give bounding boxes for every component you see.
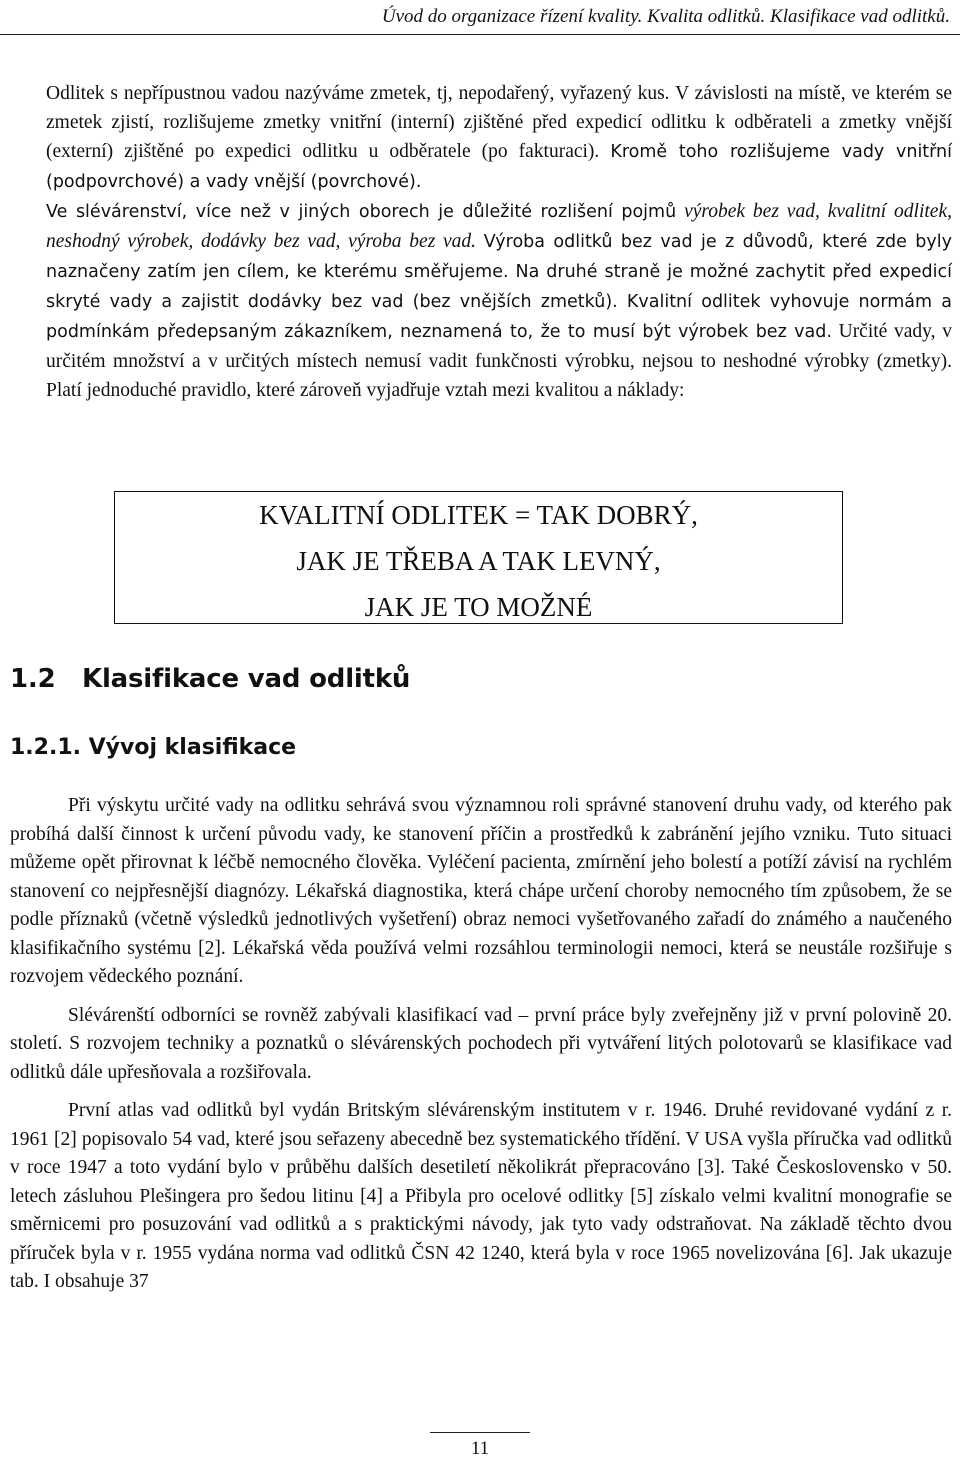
intro-p2-italic-terms: výrobek bez vad, kvalitní odlitek, neshodný výrobek, dodávky bez vad, výroba bez vad. [46, 201, 952, 252]
section-heading: 1.2 Klasifikace vad odlitků [10, 664, 411, 694]
running-title: Úvod do organizace řízení kvality. Kvalita odlitků. Klasifikace vad odlitků. [381, 6, 950, 27]
footer-rule [430, 1432, 530, 1433]
page-number: 11 [470, 1438, 490, 1459]
body-paragraph-2: Slévárenští odborníci se rovněž zabývali klasifikací vad – první práce byly zveřejněny již v první polovině 20. století. S rozvojem techniky a poznatků o slévárenských pochodech při vytváření litých polotovarů se klasifikace vad odlitků dále upřesňovala a rozšiřovala. [10, 1004, 952, 1083]
formula-line-2: JAK JE TŘEBA A TAK LEVNÝ, [296, 546, 661, 576]
subsection-heading: 1.2.1. Vývoj klasifikace [10, 735, 297, 760]
intro-p2-sans-text-a: Ve slévárenství, více než v jiných oborech je důležité rozlišení pojmů [46, 202, 677, 222]
intro-paragraph-1 [46, 79, 952, 197]
formula-line-1: KVALITNÍ ODLITEK = TAK DOBRÝ, [259, 500, 698, 530]
page-header [0, 0, 960, 35]
body-paragraph-1: Při výskytu určité vady na odlitku sehrává svou významnou roli správné stanovení druhu vady, od kterého pak probíhá další činnost k určení původu vady, ke stanovení příčin a prostředků k zabránění jejího vzniku. Tuto situaci můžeme opět přirovnat k léčbě nemocného člověka. Vyléčení pacienta, zmírnění jeho bolestí a potíží závisí na rychlém stanovení co nejpřesnější diagnózy. Lékařská diagnostika, která chápe určení choroby nemocného tím způsobem, že se podle příznaků (včetně výsledků jednotlivých vyšetření) obraz nemoci vyšetřovaného zařadí do známého a naučeného klasifikačního systému [2]. Lékařská věda používá velmi rozsáhlou terminologii nemoci, která se neustále rozšiřuje s rozvojem vědeckého poznání. [10, 795, 952, 987]
intro-p2-sans-text-b: Výroba odlitků bez vad je z důvodů, které zde byly naznačeny zatím jen cílem, ke kterému směřujeme. Na druhé straně je možné zachytit před expedicí skryté vady a zajistit dodávky bez vad (bez vnějších zmetků). Kvalitní odlitek vyhovuje normám a podmínkám předepsaným zákazníkem, neznamená to, že to musí být výrobek bez vad. [46, 232, 952, 342]
formula-line-3: JAK JE TO MOŽNÉ [364, 592, 593, 622]
body-paragraph-3: První atlas vad odlitků byl vydán Britským slévárenským institutem v r. 1946. Druhé revidované vydání z r. 1961 [2] popisovalo 54 vad, které jsou seřazeny abecedně bez systematického třídění. V USA vyšla příručka vad odlitků v roce 1947 a toto vydání bylo v průběhu dalších desetiletí několikrát přepracováno [3]. Také Československo v 50. letech zásluhou Plešingera pro šedou litinu [4] a Přibyla pro ocelové odlitky [5] získalo velmi kvalitní monografie se směrnicemi pro posuzování vad odlitků a s praktickými návody, jak tyto vady odstraňovat. Na základě těchto dvou příruček byla v r. 1955 vydána norma vad odlitků ČSN 42 1240, která byla v roce 1965 novelizována [6]. Jak ukazuje tab. I obsahuje 37 [10, 1100, 952, 1292]
intro-section [46, 79, 952, 405]
quality-formula-box [114, 491, 843, 624]
intro-p2-serif-text: Určité vady, v určitém množství a v určitých místech nemusí vadit funkčnosti výrobku, nejsou to neshodné výrobky (zmetky). Platí jednoduché pravidlo, které zároveň vyjadřuje vztah mezi kvalitou a náklady: [46, 321, 952, 401]
intro-p1-sans-text: Kromě toho rozlišujeme vady vnitřní (podpovrchové) a vady vnější (povrchové). [46, 142, 953, 192]
page-footer [0, 1432, 960, 1464]
intro-paragraph-2 [46, 197, 952, 405]
intro-p1-serif-text: Odlitek s nepřípustnou vadou nazýváme zmetek, tj, nepodařený, vyřazený kus. V závislosti na místě, ve kterém se zmetek zjistí, rozlišujeme zmetky vnitřní (interní) zjištěné před expedicí odlitku k odběrateli a zmetky vnější (externí) zjištěné po expedici odlitku u odběratele (po fakturaci). [46, 83, 952, 162]
body-section [10, 792, 952, 1297]
